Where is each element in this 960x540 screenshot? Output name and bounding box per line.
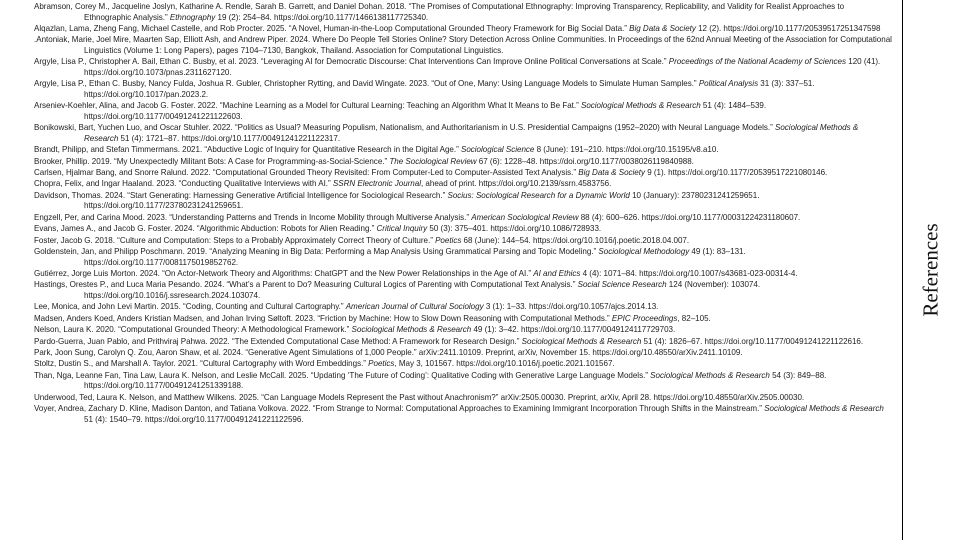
reference-entry: Voyer, Andrea, Zachary D. Kline, Madison Danton, and Tatiana Volkova. 2022. “From Strange to Normal: Computational Approaches to Examining Immigrant Incorporation Through Shifts in the Mainstream.” Sociological Methods & Research 51 (4): 1540–79. https://doi.org/10.1177/00491241221122596. — [34, 404, 884, 424]
reference-entry: Arseniev-Koehler, Alina, and Jacob G. Foster. 2022. “Machine Learning as a Model for Cultural Learning: Teaching an Algorithm What It Means to Be Fat.” Sociological Methods & Research 51 (4): 1484–539. https://doi.org/10.1177/00491241221122603. — [34, 101, 767, 121]
reference-entry: Argyle, Lisa P., Christopher A. Bail, Ethan C. Busby, et al. 2023. “Leveraging AI for Democratic Discourse: Chat Interventions Can Improve Online Political Conversations at Scale.” Proceedings of the National Academy of Sciences 120 (41). https://doi.org/10.1073/pnas.2311627120. — [34, 57, 881, 77]
reference-entry: Stoltz, Dustin S., and Marshall A. Taylor. 2021. “Cultural Cartography with Word Embeddings.” Poetics, May 3, 101567. https://doi.org/10.1016/j.poetic.2021.101567. — [34, 359, 615, 369]
reference-entry: Underwood, Ted, Laura K. Nelson, and Matthew Wilkens. 2025. “Can Language Models Represent the Past without Anachronism?” arXiv:2505.00030. Preprint, arXiv, April 28. https://doi.org/10.48550/arXiv.2505.00030. — [34, 392, 805, 402]
reference-entry: Bonikowski, Bart, Yuchen Luo, and Oscar Stuhler. 2022. “Politics as Usual? Measuring Populism, Nationalism, and Authoritarianism in U.S. Presidential Campaigns (1952–2020) with Neural Language Models.” Sociological Methods & Research 51 (4): 1721–87. https://doi.org/10.1177/00491241221122317. — [34, 123, 859, 143]
reference-entry: Goldenstein, Jan, and Philipp Poschmann. 2019. “Analyzing Meaning in Big Data: Performing a Map Analysis Using Grammatical Parsing and Topic Modeling.” Sociological Methodology 49 (1): 83–131. https://doi.org/10.1177/0081175019852762. — [34, 247, 746, 267]
reference-entry: Davidson, Thomas. 2024. “Start Generating: Harnessing Generative Artificial Intelligence for Sociological Research.” Socius: Sociological Research for a Dynamic World 10 (January): 23780231241259651. https://doi.org/10.1177/23780231241259651. — [34, 190, 760, 211]
reference-entry: Park, Joon Sung, Carolyn Q. Zou, Aaron Shaw, et al. 2024. “Generative Agent Simulations of 1,000 People.” arXiv:2411.10109. Preprint, arXiv, November 15. https://doi.org/10.48550/arXiv.2411.10109. — [34, 347, 743, 357]
reference-entry: Madsen, Anders Koed, Anders Kristian Madsen, and Johan Irving Søltoft. 2023. “Friction by Machine: How to Slow Down Reasoning with Computational Methods.” EPIC Proceedings, 82–105. — [34, 313, 711, 323]
reference-entry: Pardo-Guerra, Juan Pablo, and Prithviraj Pahwa. 2022. “The Extended Computational Case Method: A Framework for Research Design.” Sociological Methods & Research 51 (4): 1826–67. https://doi.org/10.1177/00491241221122616. — [34, 336, 864, 346]
vertical-divider — [902, 0, 903, 540]
reference-entry: Alqazlan, Lama, Zheng Fang, Michael Castelle, and Rob Procter. 2025. “A Novel, Human-in-the-Loop Computational Grounded Theory Framework for Big Social Data.” Big Data & Society 12 (2). https://doi.org/10.1177/20539517251347598 — [34, 23, 881, 33]
reference-entry: Nelson, Laura K. 2020. “Computational Grounded Theory: A Methodological Framework.” Sociological Methods & Research 49 (1): 3–42. https://doi.org/10.1177/0049124117729703. — [34, 325, 676, 335]
reference-entry: Abramson, Corey M., Jacqueline Joslyn, Katharine A. Rendle, Sarah B. Garrett, and Daniel Dohan. 2018. “The Promises of Computational Ethnography: Improving Transparency, Replicability, and Validity for Realist Approaches to Ethnographic Analysis.” Ethnography 19 (2): 254–84. https://doi.org/10.1177/1466138117725340. — [34, 2, 845, 22]
reference-entry: .Antoniak, Marie, Joel Mire, Maarten Sap, Elliott Ash, and Andrew Piper. 2024. Where Do People Tell Stories Online? Story Detection Across Online Communities. In Proceedings of the 62nd Annual Meeting of the Association for Computational Linguistics (Volume 1: Long Papers), pages 7104–7130, Bangkok, Thailand. Association for Computational Linguistics. — [34, 35, 892, 55]
reference-entry: Gutiérrez, Jorge Luis Morton. 2024. “On Actor-Network Theory and Algorithms: ChatGPT and the New Power Relationships in the Age of AI.” AI and Ethics 4 (4): 1071–84. https://doi.org/10.1007/s43681-023-00314-4. — [34, 269, 798, 278]
reference-entry: Than, Nga, Leanne Fan, Tina Law, Laura K. Nelson, and Leslie McCall. 2025. “Updating ‘The Future of Coding’: Qualitative Coding with Generative Large Language Models.” Sociological Methods & Research 54 (3): 849–88. https://doi.org/10.1177/00491241251339188. — [34, 370, 827, 391]
reference-entry: Chopra, Felix, and Ingar Haaland. 2023. “Conducting Qualitative Interviews with AI.” SSRN Electronic Journal, ahead of print. https://doi.org/10.2139/ssrn.4583756. — [34, 179, 612, 189]
reference-entry: Evans, James A., and Jacob G. Foster. 2024. “Algorithmic Abduction: Robots for Alien Reading.” Critical Inquiry 50 (3): 375–401. https://doi.org/10.1086/728933. — [34, 224, 602, 234]
reference-entry: Lee, Monica, and John Levi Martin. 2015. “Coding, Counting and Cultural Cartography.” American Journal of Cultural Sociology 3 (1): 1–33. https://doi.org/10.1057/ajcs.2014.13. — [34, 302, 659, 312]
page-title: References — [918, 223, 943, 317]
reference-entry: Hastings, Orestes P., and Luca Maria Pesando. 2024. “What’s a Parent to Do? Measuring Cultural Logics of Parenting with Computational Text Analysis.” Social Science Research 124 (November): 103074. https://doi.org/10.1016/j.ssresearch.2024.103074. — [34, 280, 761, 300]
reference-entry: Carlsen, Hjalmar Bang, and Snorre Ralund. 2022. “Computational Grounded Theory Revisited: From Computer-Led to Computer-Assisted Text Analysis.” Big Data & Society 9 (1). https://doi.org/10.1177/20539517221080146. — [34, 168, 828, 178]
reference-entry: Brandt, Philipp, and Stefan Timmermans. 2021. “Abductive Logic of Inquiry for Quantitative Research in the Digital Age.” Sociological Science 8 (June): 191–210. https://doi.org/10.15195/v8.a10. — [34, 145, 719, 155]
reference-entry: Engzell, Per, and Carina Mood. 2023. “Understanding Patterns and Trends in Income Mobility through Multiverse Analysis.” American Sociological Review 88 (4): 600–626. https://doi.org/10.1177/00031224231180607. — [34, 212, 801, 222]
reference-entry: Foster, Jacob G. 2018. “Culture and Computation: Steps to a Probably Approximately Correct Theory of Culture.” Poetics 68 (June): 144–54. https://doi.org/10.1016/j.poetic.2018.04.007. — [34, 235, 690, 245]
reference-list — [34, 2, 892, 426]
reference-entry: Brooker, Phillip. 2019. “My Unexpectedly Militant Bots: A Case for Programming-as-Social-Science.” The Sociological Review 67 (6): 1228–48. https://doi.org/10.1177/0038026119840988. — [34, 156, 694, 166]
reference-entry: Argyle, Lisa P., Ethan C. Busby, Nancy Fulda, Joshua R. Gubler, Christopher Rytting, and David Wingate. 2023. “Out of One, Many: Using Language Models to Simulate Human Samples.” Political Analysis 31 (3): 337–51. https://doi.org/10.1017/pan.2023.2. — [34, 79, 815, 99]
